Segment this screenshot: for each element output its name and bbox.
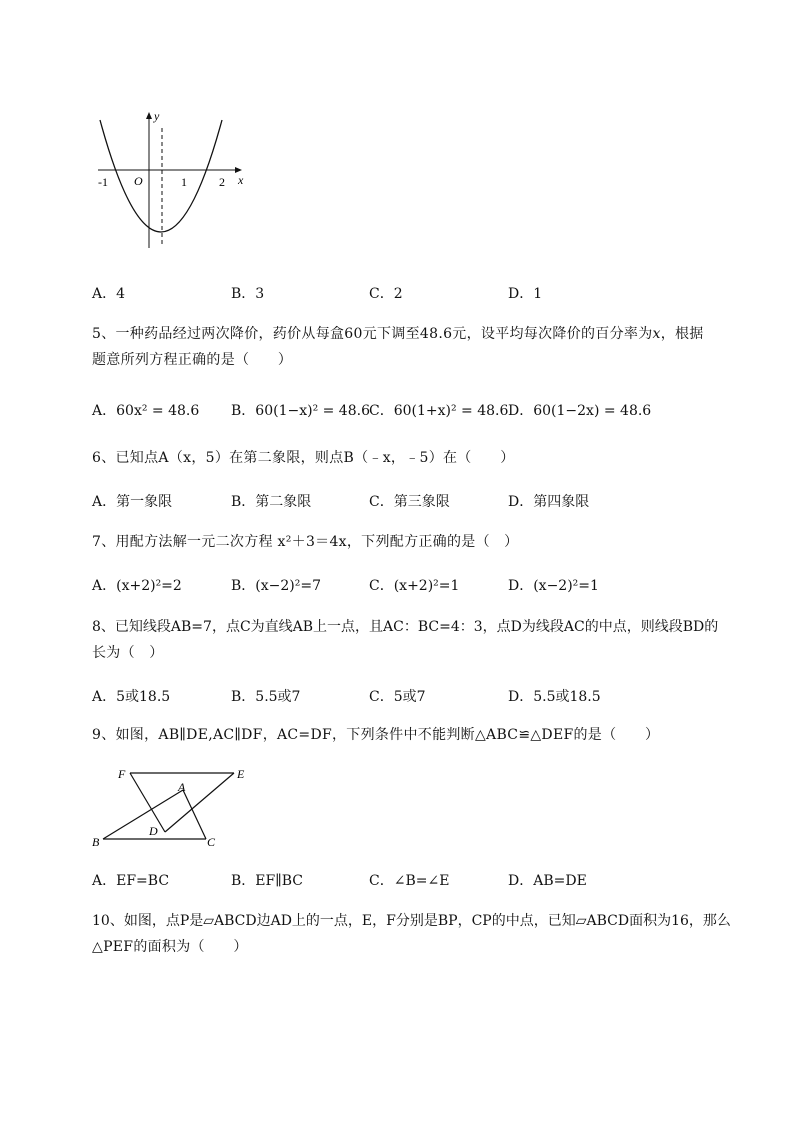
- parabola-curve: [100, 120, 222, 232]
- q5-options: [92, 400, 742, 422]
- tick-2: 2: [219, 175, 225, 189]
- q8-question: [92, 614, 742, 666]
- parabola-graph: [92, 106, 254, 254]
- q4-options: [92, 283, 742, 305]
- y-axis-arrow: [146, 112, 152, 119]
- q6-option-c[interactable]: C．第三象限: [369, 494, 450, 510]
- label-f: F: [118, 767, 126, 781]
- tick-neg1: -1: [98, 175, 108, 189]
- label-a: A: [178, 780, 186, 794]
- q9-option-b[interactable]: B．EF∥BC: [231, 873, 303, 889]
- q10-line1: 10、如图，点P是▱ABCD边AD上的一点，E，F分别是BP，CP的中点，已知▱ABCD面积为16，那么: [92, 913, 731, 929]
- q5-line1-end: ，根据: [660, 326, 704, 342]
- q8-option-a[interactable]: A．5或18.5: [92, 689, 171, 705]
- q10-question: [92, 908, 742, 960]
- label-b: B: [92, 835, 100, 849]
- x-label: x: [238, 173, 244, 187]
- q7-options: [92, 575, 742, 597]
- q9-figure: [86, 762, 256, 852]
- q5-option-a-eq: 60x² = 48.6: [116, 403, 200, 419]
- q10-line2: △PEF的面积为（ ）: [92, 939, 248, 955]
- q5-line1: 5、一种药品经过两次降价，药价从每盒60元下调至48.6元，设平均每次降价的百分率为: [92, 326, 653, 342]
- q5-option-a-prefix: A．: [92, 403, 117, 419]
- q6-option-a[interactable]: A．第一象限: [92, 494, 173, 510]
- q4-option-b[interactable]: B．3: [231, 286, 265, 302]
- q9-question: 9、如图，AB∥DE,AC∥DF，AC=DF，下列条件中不能判断△ABC≌△DEF的是（ ）: [92, 727, 660, 743]
- q4-option-d[interactable]: D．1: [508, 286, 543, 302]
- label-c: C: [207, 835, 216, 849]
- q5-option-b-eq: 60(1−x)² = 48.6: [255, 403, 370, 419]
- q7-option-c[interactable]: C．(x+2)²=1: [369, 578, 460, 594]
- q8-option-b[interactable]: B．5.5或7: [231, 689, 301, 705]
- tick-1: 1: [181, 175, 187, 189]
- q8-option-d[interactable]: D．5.5或18.5: [508, 689, 601, 705]
- q7-option-a[interactable]: A．(x+2)²=2: [92, 578, 182, 594]
- q5-option-d-prefix: D．: [508, 403, 534, 419]
- q4-option-a[interactable]: A．4: [92, 286, 126, 302]
- q8-options: [92, 686, 742, 708]
- q9-option-d[interactable]: D．AB=DE: [508, 873, 587, 889]
- q9-options: [92, 870, 742, 892]
- q5-option-d-eq: 60(1−2x) = 48.6: [533, 403, 652, 419]
- segment-de: [165, 773, 234, 832]
- q9-option-a[interactable]: A．EF=BC: [92, 873, 170, 889]
- q5-question: [92, 321, 742, 373]
- q9-option-c[interactable]: C．∠B=∠E: [369, 873, 450, 889]
- q5-option-b-prefix: B．: [231, 403, 256, 419]
- q5-option-c-eq: 60(1+x)² = 48.6: [393, 403, 509, 419]
- q7-option-d[interactable]: D．(x−2)²=1: [508, 578, 599, 594]
- segment-ba: [103, 790, 183, 839]
- q7-question: 7、用配方法解一元二次方程 x²＋3＝4x，下列配方正确的是（ ）: [92, 534, 519, 550]
- segment-fd: [130, 773, 165, 832]
- q8-option-c[interactable]: C．5或7: [369, 689, 426, 705]
- q5-line2: 题意所列方程正确的是（ ）: [92, 352, 293, 368]
- q8-line1: 8、已知线段AB=7，点C为直线AB上一点，且AC：BC=4：3，点D为线段AC的中点，则线段BD的: [92, 619, 719, 635]
- q6-question: 6、已知点A（x，5）在第二象限，则点B（﹣x，﹣5）在（ ）: [92, 450, 515, 466]
- q6-options: [92, 491, 742, 513]
- q5-option-b[interactable]: [231, 400, 370, 420]
- label-e: E: [237, 767, 245, 781]
- q5-option-c-prefix: C．: [369, 403, 394, 419]
- q5-var: x: [652, 326, 661, 342]
- q6-option-d[interactable]: D．第四象限: [508, 494, 590, 510]
- segment-ac: [183, 790, 206, 839]
- q7-option-b[interactable]: B．(x−2)²=7: [231, 578, 321, 594]
- q6-option-b[interactable]: B．第二象限: [231, 494, 312, 510]
- q5-option-a[interactable]: [92, 400, 199, 420]
- q4-option-c[interactable]: C．2: [369, 286, 403, 302]
- q8-line2: 长为（ ）: [92, 645, 164, 661]
- origin-label: O: [134, 174, 143, 188]
- q5-option-c[interactable]: [369, 400, 508, 420]
- y-label: y: [154, 109, 160, 123]
- label-d: D: [149, 824, 158, 838]
- q5-option-d[interactable]: [508, 400, 651, 420]
